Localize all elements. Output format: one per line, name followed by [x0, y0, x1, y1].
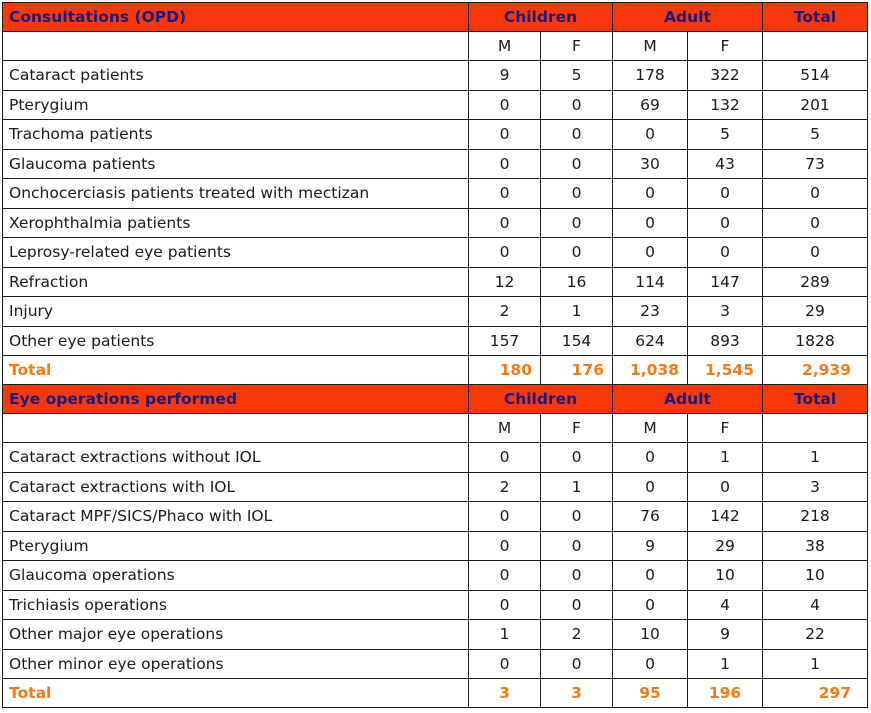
- subheader-blank: [3, 414, 469, 443]
- row-label: Other major eye operations: [3, 620, 469, 650]
- children-f-cell: 1: [541, 472, 613, 502]
- total-total-cell: 2,939: [763, 356, 868, 385]
- table-row: [3, 443, 868, 473]
- total-cell: 3: [763, 472, 868, 502]
- total-cell: 4: [763, 590, 868, 620]
- row-label: Refraction: [3, 267, 469, 297]
- children-f-cell: 0: [541, 502, 613, 532]
- children-f-cell: 0: [541, 238, 613, 268]
- adult-header: Adult: [613, 385, 763, 414]
- adult-f-header: F: [688, 414, 763, 443]
- total-cell: 73: [763, 149, 868, 179]
- subheader-blank: [3, 32, 469, 61]
- total-adult-m-cell: 1,038: [613, 356, 688, 385]
- table-row: [3, 149, 868, 179]
- children-f-cell: 16: [541, 267, 613, 297]
- total-cell: 1828: [763, 326, 868, 356]
- table-row: [3, 90, 868, 120]
- total-children-m-cell: 3: [469, 679, 541, 708]
- adult-f-cell: 132: [688, 90, 763, 120]
- adult-m-header: M: [613, 32, 688, 61]
- adult-f-cell: 0: [688, 179, 763, 209]
- children-m-cell: 0: [469, 590, 541, 620]
- children-m-cell: 157: [469, 326, 541, 356]
- adult-m-cell: 114: [613, 267, 688, 297]
- total-children-f-cell: 3: [541, 679, 613, 708]
- total-adult-f-cell: 1,545: [688, 356, 763, 385]
- children-m-cell: 0: [469, 443, 541, 473]
- total-cell: 38: [763, 531, 868, 561]
- operations-subheader-row: [3, 414, 868, 443]
- row-label: Pterygium: [3, 90, 469, 120]
- total-cell: 5: [763, 120, 868, 150]
- adult-m-cell: 69: [613, 90, 688, 120]
- adult-f-cell: 0: [688, 208, 763, 238]
- operations-table: [2, 384, 868, 708]
- children-f-cell: 0: [541, 208, 613, 238]
- children-m-cell: 0: [469, 502, 541, 532]
- total-cell: 201: [763, 90, 868, 120]
- children-m-cell: 0: [469, 90, 541, 120]
- table-row: [3, 649, 868, 679]
- adult-f-cell: 5: [688, 120, 763, 150]
- row-label: Injury: [3, 297, 469, 327]
- total-cell: 289: [763, 267, 868, 297]
- adult-f-cell: 4: [688, 590, 763, 620]
- total-children-m-cell: 180: [469, 356, 541, 385]
- total-cell: 218: [763, 502, 868, 532]
- children-f-cell: 2: [541, 620, 613, 650]
- adult-header: Adult: [613, 3, 763, 32]
- total-adult-f-cell: 196: [688, 679, 763, 708]
- children-m-cell: 12: [469, 267, 541, 297]
- adult-m-cell: 10: [613, 620, 688, 650]
- total-cell: 1: [763, 649, 868, 679]
- total-total-cell: 297: [763, 679, 868, 708]
- table-row: [3, 297, 868, 327]
- total-cell: 10: [763, 561, 868, 591]
- row-label: Glaucoma patients: [3, 149, 469, 179]
- table-row: [3, 238, 868, 268]
- adult-m-cell: 9: [613, 531, 688, 561]
- adult-m-cell: 76: [613, 502, 688, 532]
- table-row: [3, 502, 868, 532]
- adult-m-cell: 0: [613, 208, 688, 238]
- operations-title: Eye operations performed: [3, 385, 469, 414]
- adult-f-cell: 322: [688, 61, 763, 91]
- children-m-cell: 1: [469, 620, 541, 650]
- children-f-header: F: [541, 32, 613, 61]
- total-children-f-cell: 176: [541, 356, 613, 385]
- total-header: Total: [763, 385, 868, 414]
- adult-m-cell: 0: [613, 443, 688, 473]
- children-m-header: M: [469, 414, 541, 443]
- total-label: Total: [3, 356, 469, 385]
- total-row: [3, 356, 868, 385]
- adult-f-cell: 43: [688, 149, 763, 179]
- total-cell: 1: [763, 443, 868, 473]
- total-cell: 22: [763, 620, 868, 650]
- children-m-cell: 0: [469, 120, 541, 150]
- children-m-cell: 0: [469, 649, 541, 679]
- row-label: Cataract MPF/SICS/Phaco with IOL: [3, 502, 469, 532]
- children-f-cell: 154: [541, 326, 613, 356]
- adult-f-cell: 893: [688, 326, 763, 356]
- total-row: [3, 679, 868, 708]
- children-f-cell: 0: [541, 149, 613, 179]
- adult-f-cell: 9: [688, 620, 763, 650]
- row-label: Cataract extractions with IOL: [3, 472, 469, 502]
- children-f-cell: 0: [541, 120, 613, 150]
- table-row: [3, 472, 868, 502]
- total-cell: 0: [763, 208, 868, 238]
- children-m-cell: 2: [469, 297, 541, 327]
- adult-m-cell: 0: [613, 179, 688, 209]
- children-f-cell: 1: [541, 297, 613, 327]
- statistics-tables: [2, 2, 868, 708]
- children-m-cell: 2: [469, 472, 541, 502]
- children-f-cell: 0: [541, 90, 613, 120]
- children-m-cell: 0: [469, 149, 541, 179]
- adult-f-cell: 147: [688, 267, 763, 297]
- consultations-subheader-row: [3, 32, 868, 61]
- row-label: Other minor eye operations: [3, 649, 469, 679]
- adult-m-cell: 624: [613, 326, 688, 356]
- adult-m-cell: 0: [613, 120, 688, 150]
- table-row: [3, 61, 868, 91]
- row-label: Leprosy-related eye patients: [3, 238, 469, 268]
- table-row: [3, 590, 868, 620]
- adult-m-cell: 0: [613, 590, 688, 620]
- row-label: Onchocerciasis patients treated with mectizan: [3, 179, 469, 209]
- table-row: [3, 267, 868, 297]
- total-subheader-blank: [763, 32, 868, 61]
- adult-m-cell: 0: [613, 649, 688, 679]
- children-m-cell: 0: [469, 179, 541, 209]
- table-row: [3, 620, 868, 650]
- adult-f-cell: 10: [688, 561, 763, 591]
- children-f-cell: 0: [541, 179, 613, 209]
- adult-f-cell: 142: [688, 502, 763, 532]
- children-f-cell: 0: [541, 531, 613, 561]
- adult-m-cell: 30: [613, 149, 688, 179]
- table-row: [3, 120, 868, 150]
- total-subheader-blank: [763, 414, 868, 443]
- adult-m-cell: 0: [613, 561, 688, 591]
- children-f-header: F: [541, 414, 613, 443]
- row-label: Xerophthalmia patients: [3, 208, 469, 238]
- adult-f-cell: 0: [688, 238, 763, 268]
- children-f-cell: 0: [541, 443, 613, 473]
- table-row: [3, 561, 868, 591]
- children-f-cell: 0: [541, 561, 613, 591]
- total-header: Total: [763, 3, 868, 32]
- children-m-cell: 0: [469, 531, 541, 561]
- adult-m-cell: 0: [613, 238, 688, 268]
- total-label: Total: [3, 679, 469, 708]
- children-header: Children: [469, 385, 613, 414]
- consultations-title: Consultations (OPD): [3, 3, 469, 32]
- row-label: Glaucoma operations: [3, 561, 469, 591]
- row-label: Other eye patients: [3, 326, 469, 356]
- adult-f-cell: 29: [688, 531, 763, 561]
- total-cell: 29: [763, 297, 868, 327]
- children-m-cell: 0: [469, 208, 541, 238]
- total-cell: 0: [763, 179, 868, 209]
- children-f-cell: 5: [541, 61, 613, 91]
- children-m-header: M: [469, 32, 541, 61]
- adult-m-cell: 23: [613, 297, 688, 327]
- adult-m-cell: 178: [613, 61, 688, 91]
- table-row: [3, 179, 868, 209]
- table-row: [3, 531, 868, 561]
- total-cell: 514: [763, 61, 868, 91]
- adult-m-header: M: [613, 414, 688, 443]
- adult-f-cell: 1: [688, 649, 763, 679]
- adult-f-cell: 3: [688, 297, 763, 327]
- row-label: Cataract patients: [3, 61, 469, 91]
- table-row: [3, 326, 868, 356]
- children-f-cell: 0: [541, 590, 613, 620]
- total-adult-m-cell: 95: [613, 679, 688, 708]
- children-m-cell: 0: [469, 561, 541, 591]
- adult-f-cell: 0: [688, 472, 763, 502]
- row-label: Trachoma patients: [3, 120, 469, 150]
- row-label: Trichiasis operations: [3, 590, 469, 620]
- children-m-cell: 0: [469, 238, 541, 268]
- adult-f-header: F: [688, 32, 763, 61]
- row-label: Pterygium: [3, 531, 469, 561]
- children-f-cell: 0: [541, 649, 613, 679]
- adult-f-cell: 1: [688, 443, 763, 473]
- children-header: Children: [469, 3, 613, 32]
- consultations-table: [2, 2, 868, 385]
- consultations-header-row: [3, 3, 868, 32]
- table-row: [3, 208, 868, 238]
- children-m-cell: 9: [469, 61, 541, 91]
- total-cell: 0: [763, 238, 868, 268]
- row-label: Cataract extractions without IOL: [3, 443, 469, 473]
- operations-header-row: [3, 385, 868, 414]
- adult-m-cell: 0: [613, 472, 688, 502]
